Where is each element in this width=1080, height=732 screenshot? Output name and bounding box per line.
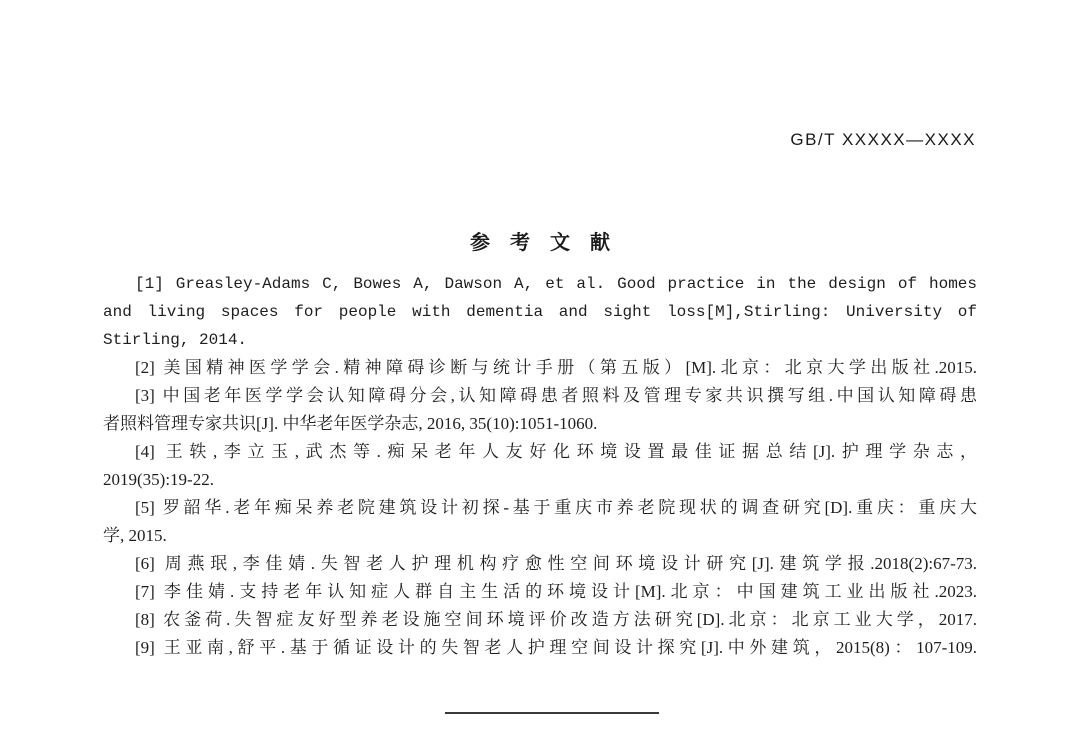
reference-item-7 [103,578,977,606]
reference-line: [9] 王亚南,舒平.基于循证设计的失智老人护理空间设计探究[J].中外建筑，2015(8)：107-109. [135,638,977,657]
references-section [103,270,977,662]
reference-line: 者照料管理专家共识[J]. 中华老年医学杂志, 2016, 35(10):1051-1060. [103,414,598,433]
reference-line: [5] 罗韶华.老年痴呆养老院建筑设计初探-基于重庆市养老院现状的调查研究[D].重庆：重庆大 [135,498,977,517]
reference-item-1 [103,270,977,354]
reference-line: and living spaces for people with dementia and sight loss[M],Stirling: University of [103,303,977,321]
reference-line: [1] Greasley-Adams C, Bowes A, Dawson A, et al. Good practice in the design of homes [135,275,977,293]
reference-line: [7] 李佳婧.支持老年认知症人群自主生活的环境设计[M].北京：中国建筑工业出版社.2023. [135,582,977,601]
reference-item-6 [103,550,977,578]
footer-divider [445,712,659,714]
reference-item-9 [103,634,977,662]
reference-line: Stirling, 2014. [103,331,248,349]
reference-line: 学, 2015. [103,526,167,545]
reference-line: [6] 周燕珉,李佳婧.失智老人护理机构疗愈性空间环境设计研究[J].建筑学报.2018(2):67-73. [135,554,977,573]
reference-line: 2019(35):19-22. [103,470,214,489]
standard-number-header: GB/T XXXXX—XXXX [790,130,976,149]
reference-line: [8] 农釜荷.失智症友好型养老设施空间环境评价改造方法研究[D].北京：北京工业大学，2017. [135,610,977,629]
reference-item-8 [103,606,977,634]
reference-line: [2] 美国精神医学学会.精神障碍诊断与统计手册（第五版）[M].北京：北京大学出版社.2015. [135,358,977,377]
page-title: 参 考 文 献 [470,232,610,254]
reference-line: [3] 中国老年医学学会认知障碍分会,认知障碍患者照料及管理专家共识撰写组.中国认知障碍患 [135,386,977,405]
reference-line: [4] 王轶,李立玉,武杰等.痴呆老年人友好化环境设置最佳证据总结[J].护理学杂志， [135,442,977,461]
reference-item-4 [103,438,977,494]
reference-item-5 [103,494,977,550]
reference-item-2 [103,354,977,382]
reference-item-3 [103,382,977,438]
